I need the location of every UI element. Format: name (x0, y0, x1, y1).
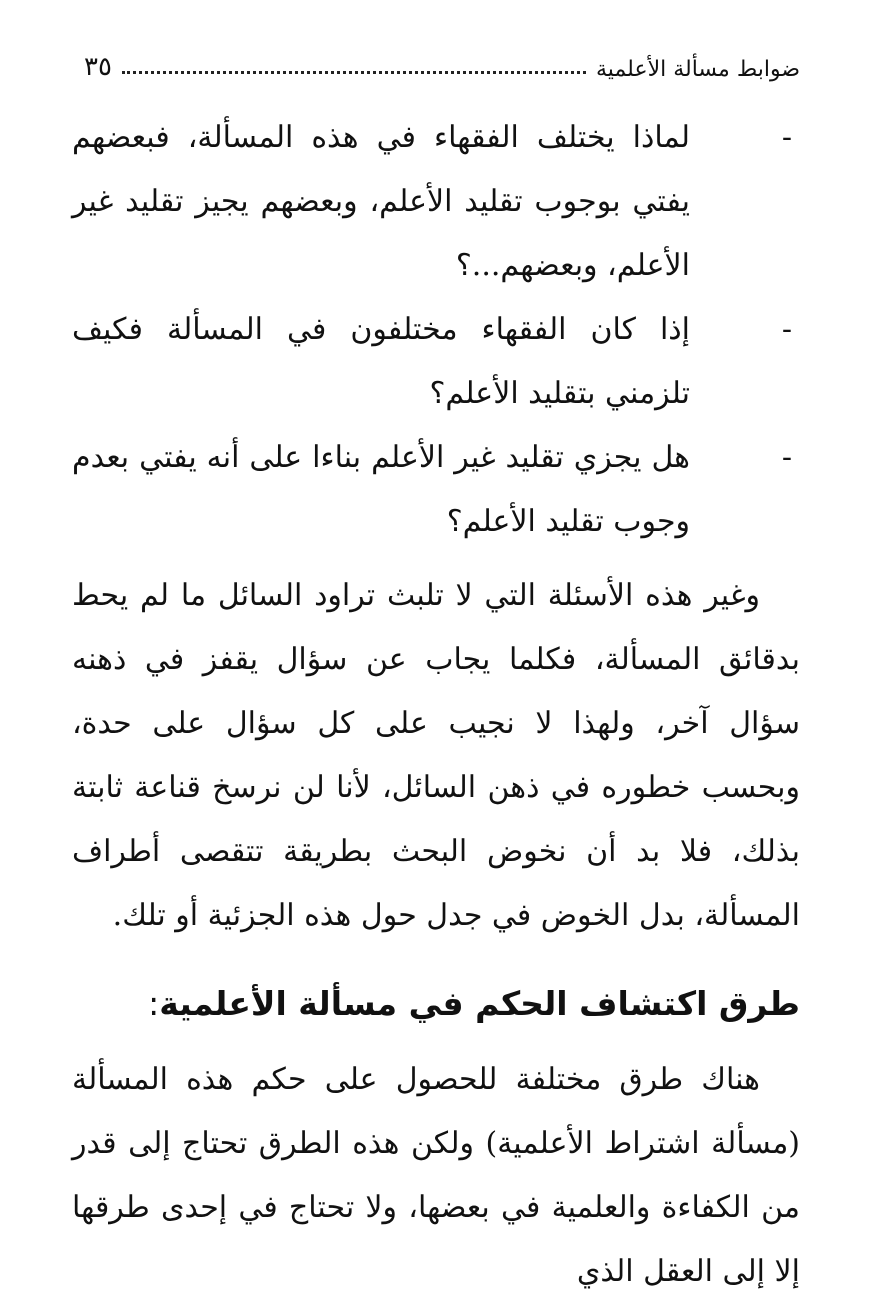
body-paragraph: وغير هذه الأسئلة التي لا تلبث تراود السائل ما لم يحط بدقائق المسألة، فكلما يجاب عن سؤال يقفز في ذهنه سؤال آخر، ولهذا لا نجيب على كل سؤال على حدة، وبحسب خطوره في ذهن السائل، لأنا لن نرسخ قناعة ثابتة بذلك، فلا بد أن نخوض البحث بطريقة تتقصى أطراف المسألة، بدل الخوض في جدل حول هذه الجزئية أو تلك. (72, 578, 800, 933)
list-dash: - (781, 312, 792, 347)
book-page (72, 0, 800, 1312)
question-text: هل يجزي تقليد غير الأعلم بناءا على أنه يفتي بعدم وجوب تقليد الأعلم؟ (72, 440, 690, 539)
page-content (72, 106, 800, 1304)
question-list (72, 106, 800, 554)
question-item (72, 298, 800, 426)
question-text: إذا كان الفقهاء مختلفون في المسألة فكيف تلزمني بتقليد الأعلم؟ (72, 312, 690, 411)
list-dash: - (781, 120, 792, 155)
section-heading (72, 972, 800, 1036)
running-header (72, 42, 800, 82)
dotted-leader (122, 71, 586, 74)
list-dash: - (781, 440, 792, 475)
question-text: لماذا يختلف الفقهاء في هذه المسألة، فبعضهم يفتي بوجوب تقليد الأعلم، وبعضهم يجيز تقليد غير الأعلم، وبعضهم...؟ (72, 120, 690, 283)
question-item (72, 106, 800, 298)
page-number: ٣٥ (84, 52, 112, 82)
section-heading-text: طرق اكتشاف الحكم في مسألة الأعلمية (159, 984, 800, 1023)
body-paragraph-2: هناك طرق مختلفة للحصول على حكم هذه المسألة (مسألة اشتراط الأعلمية) ولكن هذه الطرق تحتاج إلى قدر من الكفاءة والعلمية في بعضها، ولا تحتاج في إحدى طرقها إلا إلى العقل الذي (72, 1062, 800, 1289)
question-item (72, 426, 800, 554)
running-header-title: ضوابط مسألة الأعلمية (596, 57, 800, 82)
section-heading-colon: : (148, 984, 160, 1023)
